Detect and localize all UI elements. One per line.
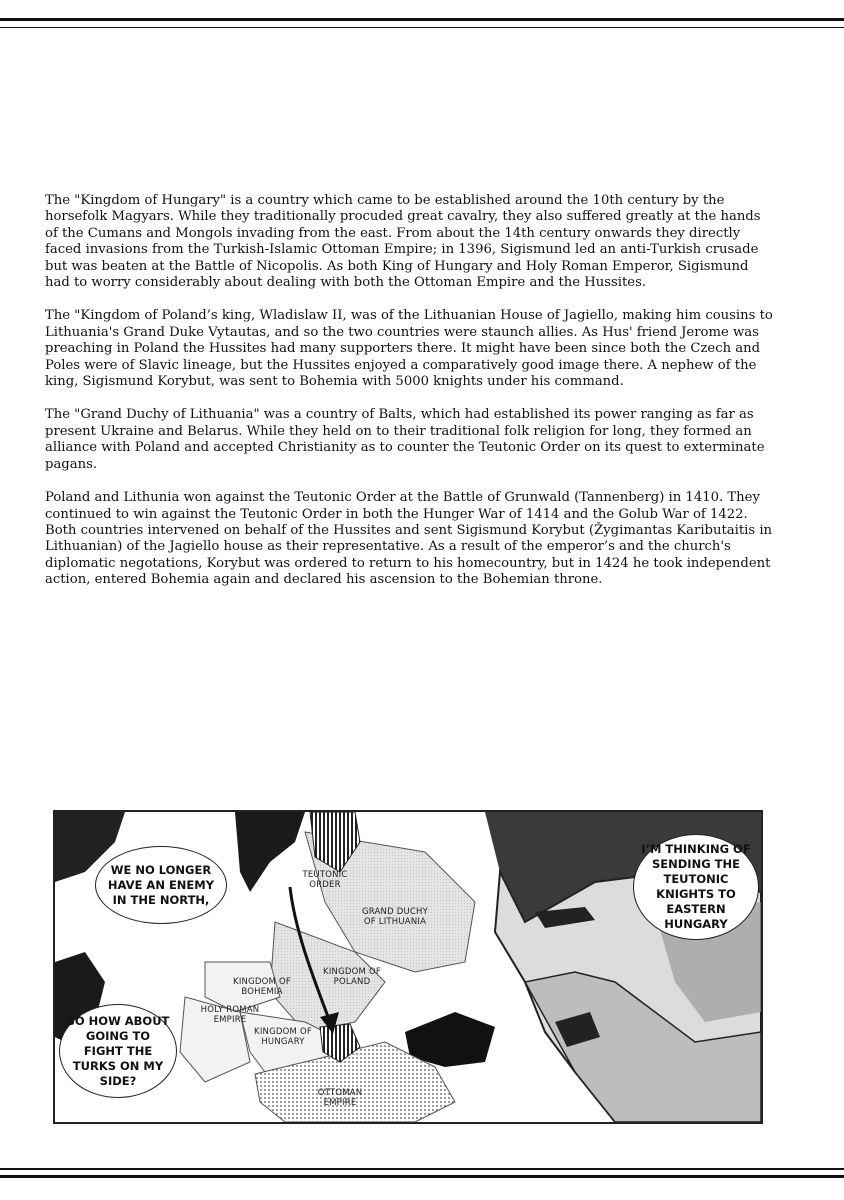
label-teutonic: TEUTONIC ORDER (302, 870, 348, 890)
top-rule-thin (0, 27, 844, 28)
bottom-rule (0, 1175, 844, 1178)
bottom-rule-thin (0, 1168, 844, 1170)
manga-panel (53, 810, 763, 1124)
label-poland: KINGDOM OF POLAND (323, 967, 381, 987)
label-lithuania: GRAND DUCHY OF LITHUANIA (361, 907, 429, 927)
label-hungary: KINGDOM OF HUNGARY (254, 1027, 312, 1047)
paragraph-poland: The "Kingdom of Poland’s king, Wladislaw II, was of the Lithuanian House of Jagiello, making him cousins to Lithuania's Grand Duke Vytautas, and so the two countries were staunch allies. As Hus' friend Jerome was preaching in Poland the Hussites had many supporters there. It might have been since both the Czech and Poles were of Slavic lineage, but the Hussites enjoyed a comparatively good image there. A nephew of the king, Sigismund Korybut, was sent to Bohemia with 5000 knights under his command. (45, 308, 773, 390)
speech-bubble-teutonic-knights: I’M THINKING OF SENDING THE TEUTONIC KNIGHTS TO EASTERN HUNGARY (633, 834, 759, 940)
top-rule (0, 18, 844, 21)
paragraph-grunwald: Poland and Lithunia won against the Teutonic Order at the Battle of Grunwald (Tannenberg) in 1410. They continued to win against the Teutonic Order in both the Hunger War of 1414 and the Golub War of 1422. Both countries intervened on behalf of the Hussites and sent Sigismund Korybut (Žygimantas Kaributaitis in Lithuanian) of the Jagiello house as their representative. As a result of the emperor’s and the church's diplomatic negotations, Korybut was ordered to return to his homecountry, but in 1424 he took independent action, entered Bohemia again and declared his ascension to the Bohemian throne. (45, 490, 773, 588)
label-hre: HOLY ROMAN EMPIRE (200, 1005, 260, 1025)
label-bohemia: KINGDOM OF BOHEMIA (233, 977, 291, 997)
paragraph-lithuania: The "Grand Duchy of Lithuania" was a country of Balts, which had established its power ranging as far as present Ukraine and Belarus. While they held on to their traditional folk religion for long, they formed an alliance with Poland and accepted Christianity as to counter the Teutonic Order on its quest to exterminate pagans. (45, 407, 765, 472)
speech-bubble-north: WE NO LONGER HAVE AN ENEMY IN THE NORTH, (95, 846, 227, 924)
label-ottoman: OTTOMAN EMPIRE (317, 1088, 363, 1108)
paragraph-hungary: The "Kingdom of Hungary" is a country which came to be established around the 10th century by the horsefolk Magyars. While they traditionally procuded great cavalry, they also suffered greatly at the hands of the Cumans and Mongols invading from the east. From about the 14th century onwards they directly faced invasions from the Turkish-Islamic Ottoman Empire; in 1396, Sigismund led an anti-Turkish crusade but was beaten at the Battle of Nicopolis. As both King of Hungary and Holy Roman Emperor, Sigismund had to worry considerably about dealing with both the Ottoman Empire and the Hussites. (45, 193, 761, 291)
speech-bubble-turks: SO HOW ABOUT GOING TO FIGHT THE TURKS ON MY SIDE? (59, 1004, 177, 1098)
article-text (45, 193, 775, 606)
